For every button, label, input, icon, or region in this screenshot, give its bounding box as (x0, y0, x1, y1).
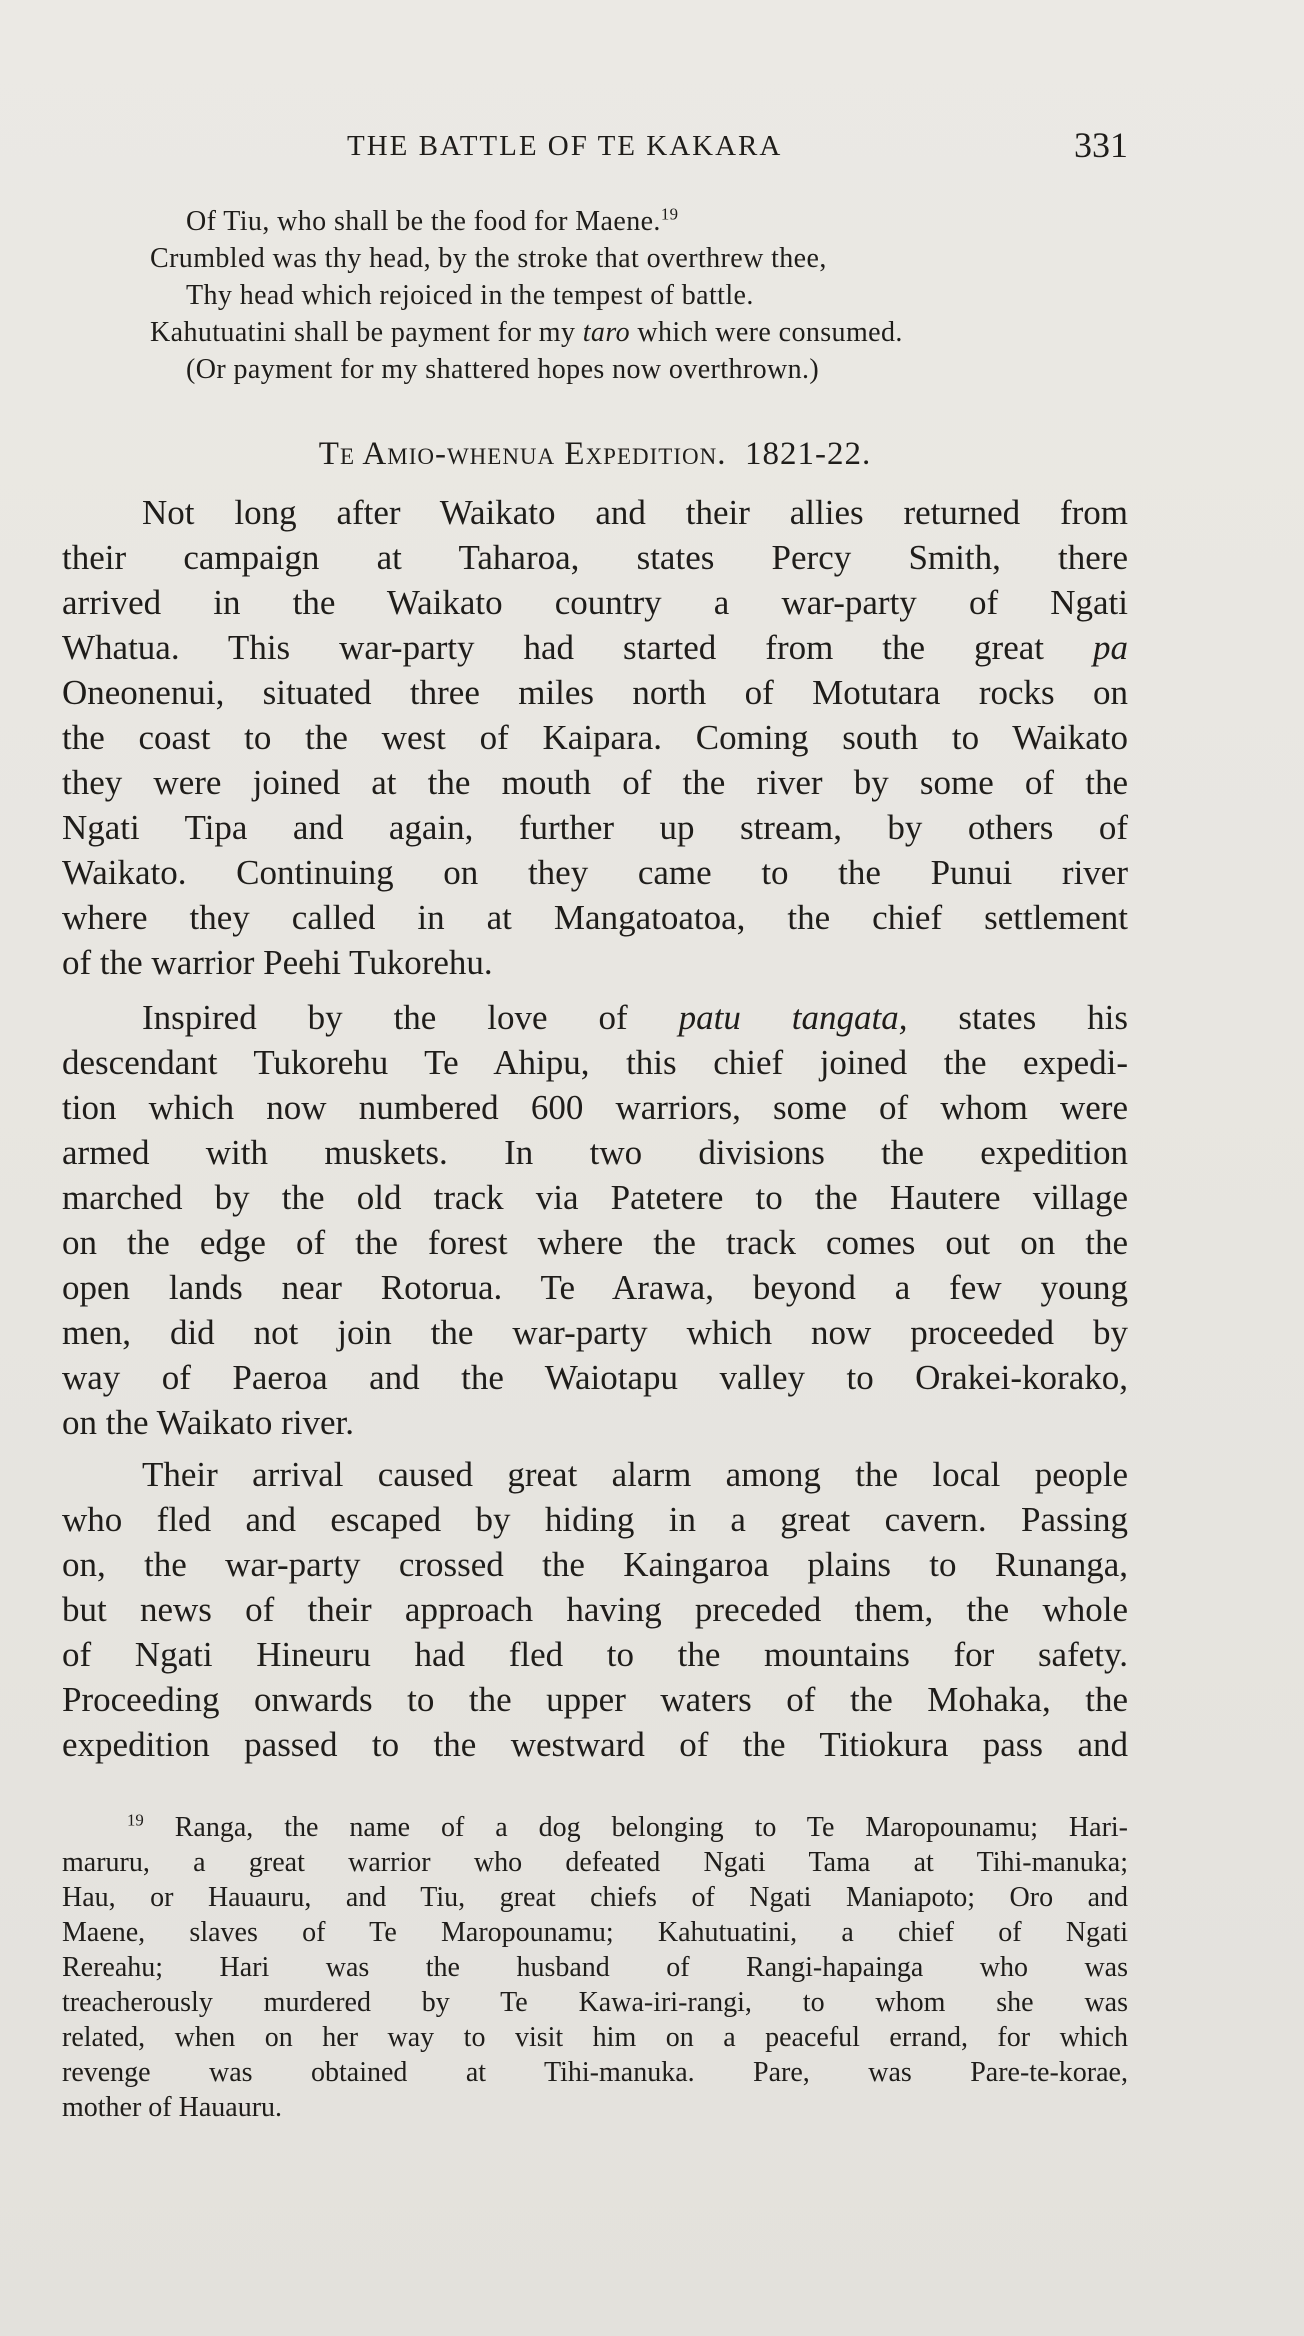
text-line: Waikato. Continuing on they came to the Punui river (62, 853, 1128, 892)
section-years: 1821-22. (744, 436, 872, 472)
section-heading (62, 436, 1128, 473)
page-number: 331 (1074, 125, 1128, 165)
text-line: of the warrior Peehi Tukorehu. (62, 943, 493, 982)
footnote-line: Rereahu; Hari was the husband of Rangi-hapainga who was (62, 1952, 1128, 1983)
verse-block (150, 203, 1140, 388)
text-line: who fled and escaped by hiding in a great cavern. Passing (62, 1500, 1128, 1539)
footnote-line: mother of Hauauru. (62, 2092, 283, 2123)
footnote-line: Maene, slaves of Te Maropounamu; Kahutuatini, a chief of Ngati (62, 1917, 1128, 1948)
text-line: tion which now numbered 600 warriors, some of whom were (62, 1088, 1128, 1127)
footnote-line: treacherously murdered by Te Kawa-iri-rangi, to whom she was (62, 1987, 1128, 2018)
text-line: Inspired by the love of patu tangata, states his (142, 998, 1128, 1037)
section-title: Te Amio-whenua Expedition. (318, 436, 727, 472)
text-line: on, the war-party crossed the Kaingaroa plains to Runanga, (62, 1545, 1128, 1584)
text-line: men, did not join the war-party which now proceeded by (62, 1313, 1128, 1352)
text-line: the coast to the west of Kaipara. Coming south to Waikato (62, 718, 1128, 757)
text-line: Their arrival caused great alarm among the local people (142, 1455, 1128, 1494)
text-line: where they called in at Mangatoatoa, the chief settlement (62, 898, 1128, 937)
text-line: but news of their approach having preceded them, the whole (62, 1590, 1128, 1629)
text-line: Whatua. This war-party had started from the great pa (62, 628, 1128, 667)
running-title: THE BATTLE OF TE KAKARA (347, 130, 783, 162)
footnote-ref: 19 (660, 204, 679, 224)
verse-line: Crumbled was thy head, by the stroke that overthrew thee, (150, 243, 827, 274)
running-head (62, 124, 1128, 168)
footnote-marker: 19 (127, 1810, 144, 1830)
verse-line: Kahutuatini shall be payment for my taro which were consumed. (150, 317, 903, 348)
text-line: expedition passed to the westward of the Titiokura pass and (62, 1725, 1128, 1764)
verse-line: Thy head which rejoiced in the tempest of battle. (186, 280, 754, 311)
text-line: Proceeding onwards to the upper waters of the Mohaka, the (62, 1680, 1128, 1719)
footnote-line: maruru, a great warrior who defeated Ngati Tama at Tihi-manuka; (62, 1847, 1128, 1878)
text-line: marched by the old track via Patetere to the Hautere village (62, 1178, 1128, 1217)
text-line: Oneonenui, situated three miles north of Motutara rocks on (62, 673, 1128, 712)
text-line: open lands near Rotorua. Te Arawa, beyond a few young (62, 1268, 1128, 1307)
paragraph-1 (62, 490, 1128, 985)
text-line: their campaign at Taharoa, states Percy Smith, there (62, 538, 1128, 577)
text-line: armed with muskets. In two divisions the expedition (62, 1133, 1128, 1172)
text-line: of Ngati Hineuru had fled to the mountains for safety. (62, 1635, 1128, 1674)
paragraph-2 (62, 995, 1128, 1445)
footnote-line: related, when on her way to visit him on a peaceful errand, for which (62, 2022, 1128, 2053)
paragraph-3 (62, 1452, 1128, 1767)
footnote (62, 1810, 1128, 2125)
text-line: descendant Tukorehu Te Ahipu, this chief joined the expedi- (62, 1043, 1128, 1082)
text-line: on the Waikato river. (62, 1403, 355, 1442)
verse-line: Of Tiu, who shall be the food for Maene.$^{19}$ (186, 204, 679, 237)
footnote-line: $^{19}$ Ranga, the name of a dog belonging to Te Maropounamu; Hari- (127, 1810, 1129, 1843)
footnote-line: revenge was obtained at Tihi-manuka. Pare, was Pare-te-korae, (62, 2057, 1128, 2088)
footnote-line: Hau, or Hauauru, and Tiu, great chiefs of Ngati Maniapoto; Oro and (62, 1882, 1128, 1913)
text-line: way of Paeroa and the Waiotapu valley to Orakei-korako, (62, 1358, 1128, 1397)
text-line: they were joined at the mouth of the river by some of the (62, 763, 1128, 802)
text-line: Not long after Waikato and their allies returned from (142, 493, 1128, 532)
text-line: arrived in the Waikato country a war-party of Ngati (62, 583, 1128, 622)
verse-line: (Or payment for my shattered hopes now overthrown.) (186, 354, 820, 385)
text-line: on the edge of the forest where the track comes out on the (62, 1223, 1128, 1262)
text-line: Ngati Tipa and again, further up stream, by others of (62, 808, 1128, 847)
